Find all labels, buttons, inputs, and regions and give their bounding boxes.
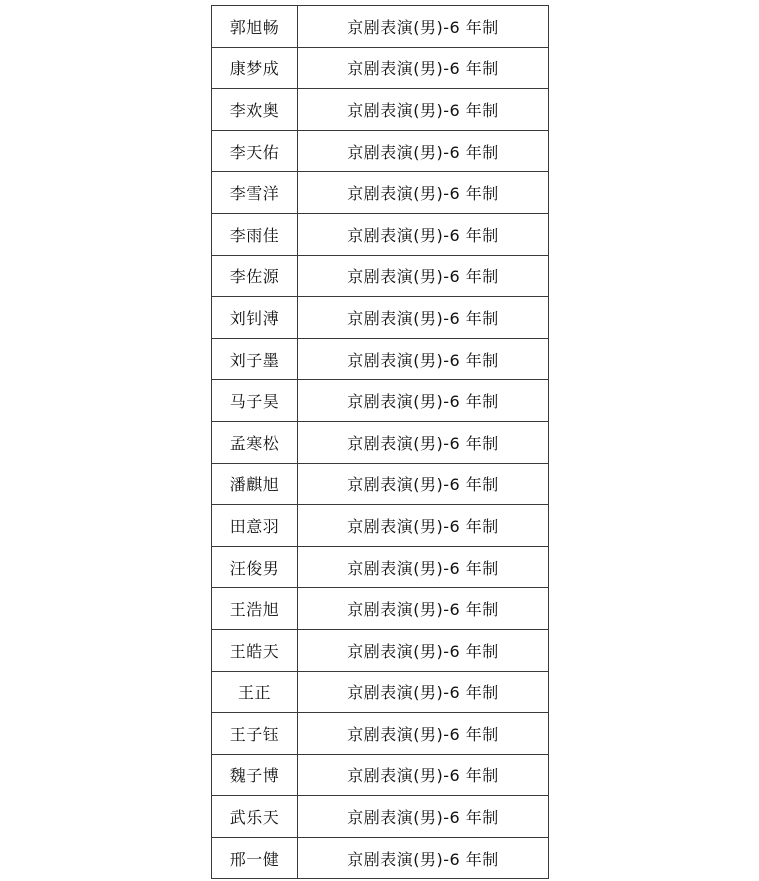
major-cell: 京剧表演(男)-6 年制	[298, 6, 549, 48]
table-row	[212, 255, 549, 297]
table-row	[212, 6, 549, 48]
major-cell: 京剧表演(男)-6 年制	[298, 796, 549, 838]
table-row	[212, 297, 549, 339]
student-name-cell: 李雪洋	[212, 172, 298, 214]
major-cell: 京剧表演(男)-6 年制	[298, 89, 549, 131]
table-row	[212, 588, 549, 630]
major-cell: 京剧表演(男)-6 年制	[298, 172, 549, 214]
major-cell: 京剧表演(男)-6 年制	[298, 588, 549, 630]
major-cell: 京剧表演(男)-6 年制	[298, 754, 549, 796]
student-name-cell: 刘钊溥	[212, 297, 298, 339]
student-name-cell: 李天佑	[212, 130, 298, 172]
student-name-cell: 王浩旭	[212, 588, 298, 630]
table-row	[212, 213, 549, 255]
table-row	[212, 546, 549, 588]
student-name-cell: 魏子博	[212, 754, 298, 796]
table-row	[212, 130, 549, 172]
major-cell: 京剧表演(男)-6 年制	[298, 255, 549, 297]
student-name-cell: 邢一健	[212, 837, 298, 879]
major-cell: 京剧表演(男)-6 年制	[298, 505, 549, 547]
major-cell: 京剧表演(男)-6 年制	[298, 837, 549, 879]
major-cell: 京剧表演(男)-6 年制	[298, 713, 549, 755]
table-row	[212, 89, 549, 131]
student-name-cell: 刘子墨	[212, 338, 298, 380]
major-cell: 京剧表演(男)-6 年制	[298, 130, 549, 172]
student-name-cell: 郭旭畅	[212, 6, 298, 48]
student-name-cell: 王子钰	[212, 713, 298, 755]
major-cell: 京剧表演(男)-6 年制	[298, 629, 549, 671]
major-cell: 京剧表演(男)-6 年制	[298, 47, 549, 89]
student-name-cell: 潘麒旭	[212, 463, 298, 505]
student-name-cell: 李佐源	[212, 255, 298, 297]
major-cell: 京剧表演(男)-6 年制	[298, 463, 549, 505]
major-cell: 京剧表演(男)-6 年制	[298, 338, 549, 380]
roster-table	[211, 5, 549, 879]
table-row	[212, 796, 549, 838]
table-row	[212, 338, 549, 380]
student-name-cell: 李雨佳	[212, 213, 298, 255]
roster-table-body	[212, 6, 549, 879]
table-row	[212, 713, 549, 755]
table-row	[212, 380, 549, 422]
major-cell: 京剧表演(男)-6 年制	[298, 546, 549, 588]
student-name-cell: 李欢奥	[212, 89, 298, 131]
student-name-cell: 马子昊	[212, 380, 298, 422]
table-row	[212, 463, 549, 505]
roster-table-container	[211, 5, 549, 879]
student-name-cell: 汪俊男	[212, 546, 298, 588]
major-cell: 京剧表演(男)-6 年制	[298, 213, 549, 255]
student-name-cell: 王正	[212, 671, 298, 713]
table-row	[212, 421, 549, 463]
table-row	[212, 47, 549, 89]
table-row	[212, 629, 549, 671]
student-name-cell: 康梦成	[212, 47, 298, 89]
student-name-cell: 王皓天	[212, 629, 298, 671]
student-name-cell: 武乐天	[212, 796, 298, 838]
table-row	[212, 754, 549, 796]
student-name-cell: 田意羽	[212, 505, 298, 547]
major-cell: 京剧表演(男)-6 年制	[298, 380, 549, 422]
table-row	[212, 172, 549, 214]
table-row	[212, 505, 549, 547]
student-name-cell: 孟寒松	[212, 421, 298, 463]
table-row	[212, 671, 549, 713]
major-cell: 京剧表演(男)-6 年制	[298, 671, 549, 713]
major-cell: 京剧表演(男)-6 年制	[298, 297, 549, 339]
table-row	[212, 837, 549, 879]
major-cell: 京剧表演(男)-6 年制	[298, 421, 549, 463]
